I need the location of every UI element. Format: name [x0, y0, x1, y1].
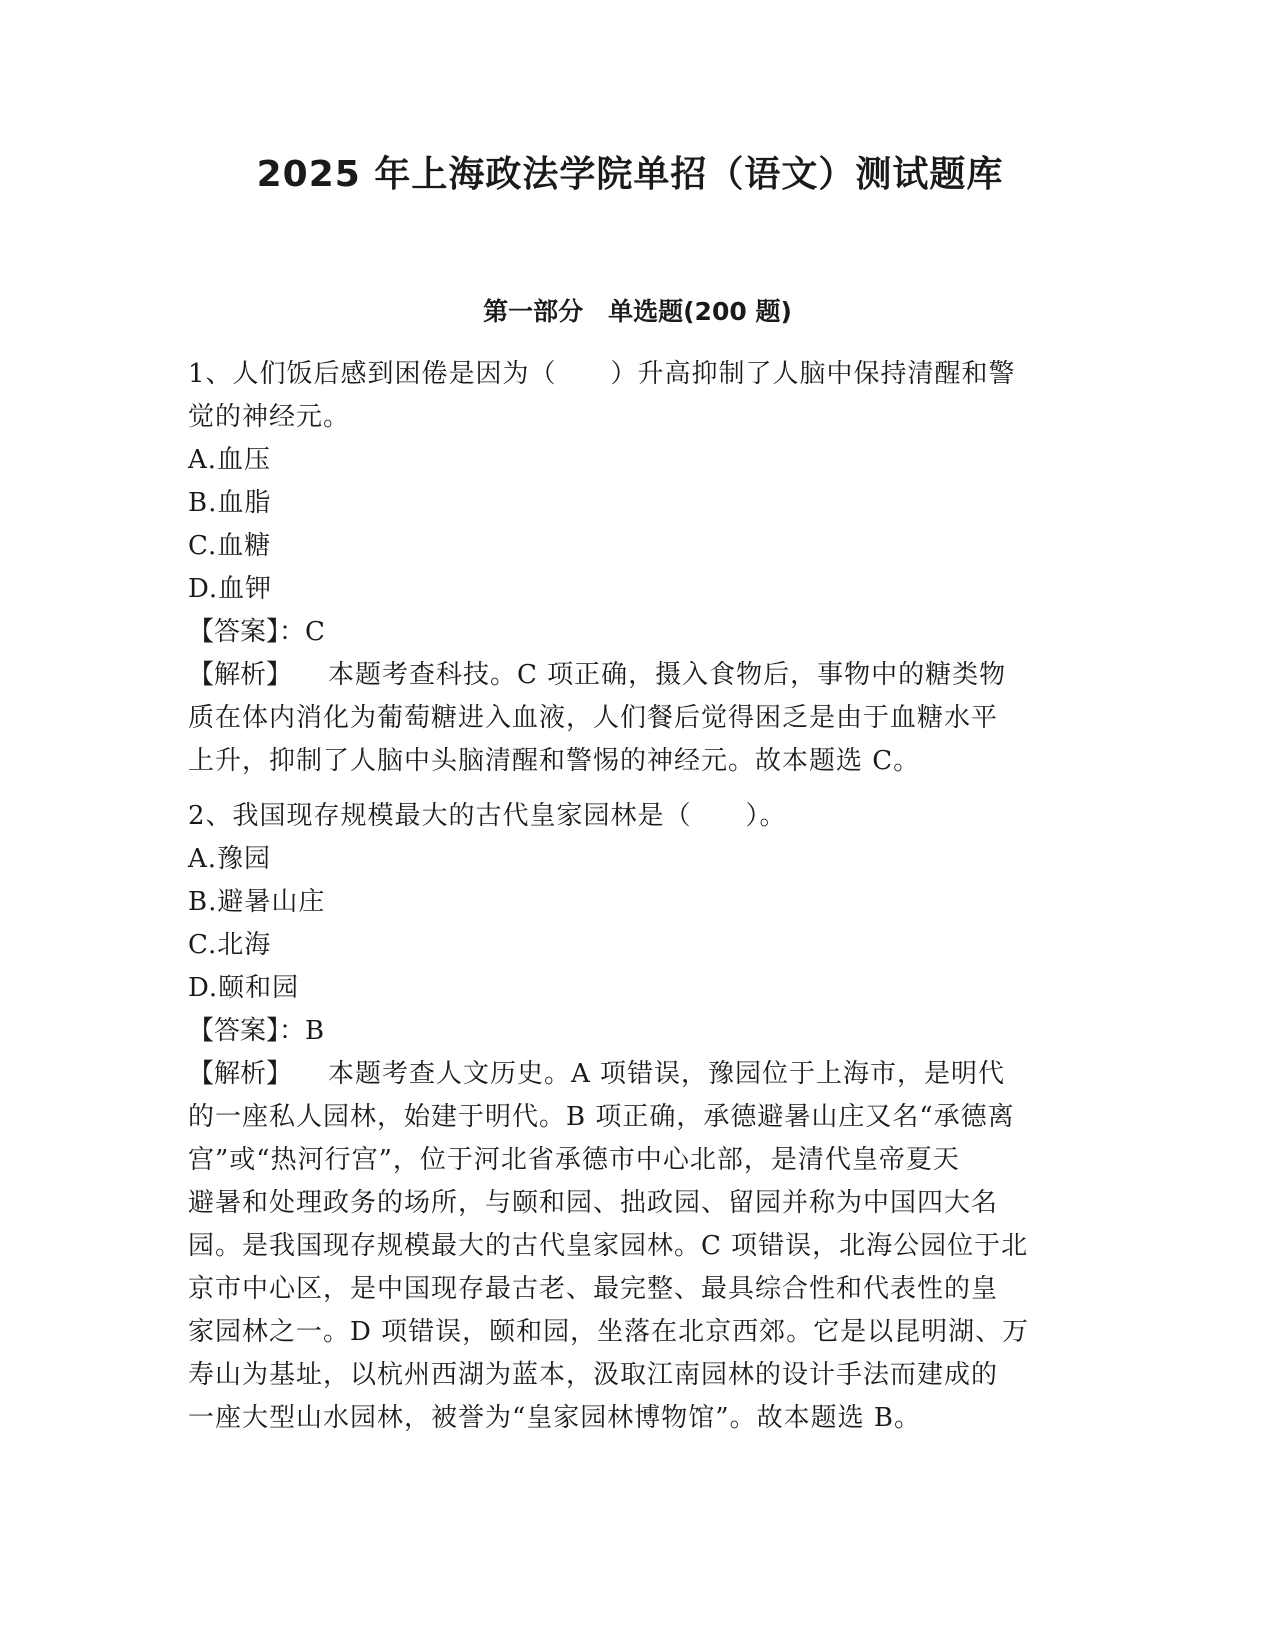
question-1 — [188, 353, 1078, 783]
option-c: C.血糖 — [188, 531, 272, 561]
analysis-line: 宫”或“热河行宫”，位于河北省承德市中心北部，是清代皇帝夏天 — [188, 1145, 960, 1175]
analysis-label: 【解析】 — [188, 1059, 293, 1089]
analysis-line: 园。是我国现存规模最大的古代皇家园林。C 项错误，北海公园位于北 — [188, 1231, 1029, 1261]
option-d: D.血钾 — [188, 574, 273, 604]
analysis-line: 家园林之一。D 项错误，颐和园，坐落在北京西郊。它是以昆明湖、万 — [188, 1317, 1030, 1347]
option-a: A.豫园 — [188, 844, 272, 874]
analysis-text: 本题考查科技。C 项正确，摄入食物后，事物中的糖类物 — [328, 660, 1007, 690]
analysis-line: 寿山为基址，以杭州西湖为蓝本，汲取江南园林的设计手法而建成的 — [188, 1360, 999, 1390]
analysis-line — [188, 654, 1078, 697]
analysis-line: 避暑和处理政务的场所，与颐和园、拙政园、留园并称为中国四大名 — [188, 1188, 999, 1218]
analysis-line: 质在体内消化为葡萄糖进入血液，人们餐后觉得困乏是由于血糖水平 — [188, 703, 999, 733]
answer-label: 【答案】： — [188, 617, 306, 647]
answer-value: B — [305, 1016, 326, 1046]
analysis-label: 【解析】 — [188, 660, 293, 690]
answer-label: 【答案】： — [188, 1016, 306, 1046]
document-title: 2025 年上海政法学院单招（语文）测试题库 — [256, 154, 1004, 195]
analysis-line — [188, 1053, 1078, 1096]
question-stem-line: 2、我国现存规模最大的古代皇家园林是（ ）。 — [188, 801, 787, 831]
analysis-text: 本题考查人文历史。A 项错误，豫园位于上海市，是明代 — [328, 1059, 1006, 1089]
analysis-line: 京市中心区，是中国现存最古老、最完整、最具综合性和代表性的皇 — [188, 1274, 999, 1304]
analysis-line: 一座大型山水园林，被誉为“皇家园林博物馆”。故本题选 B。 — [188, 1403, 921, 1433]
question-2 — [188, 795, 1078, 1440]
option-c: C.北海 — [188, 930, 272, 960]
option-a: A.血压 — [188, 445, 272, 475]
section-heading: 第一部分 单选题(200 题) — [483, 297, 792, 326]
analysis-line: 上升，抑制了人脑中头脑清醒和警惕的神经元。故本题选 C。 — [188, 746, 921, 776]
question-stem-line: 觉的神经元。 — [188, 402, 351, 432]
option-b: B.避暑山庄 — [188, 887, 326, 917]
answer-line — [188, 1010, 1078, 1053]
analysis-line: 的一座私人园林，始建于明代。B 项正确，承德避暑山庄又名“承德离 — [188, 1102, 1015, 1132]
answer-value: C — [305, 617, 326, 647]
option-b: B.血脂 — [188, 488, 272, 518]
question-list — [188, 353, 1078, 1440]
answer-line — [188, 611, 1078, 654]
option-d: D.颐和园 — [188, 973, 300, 1003]
question-stem-line: 1、人们饭后感到困倦是因为（ ）升高抑制了人脑中保持清醒和警 — [188, 359, 1016, 389]
